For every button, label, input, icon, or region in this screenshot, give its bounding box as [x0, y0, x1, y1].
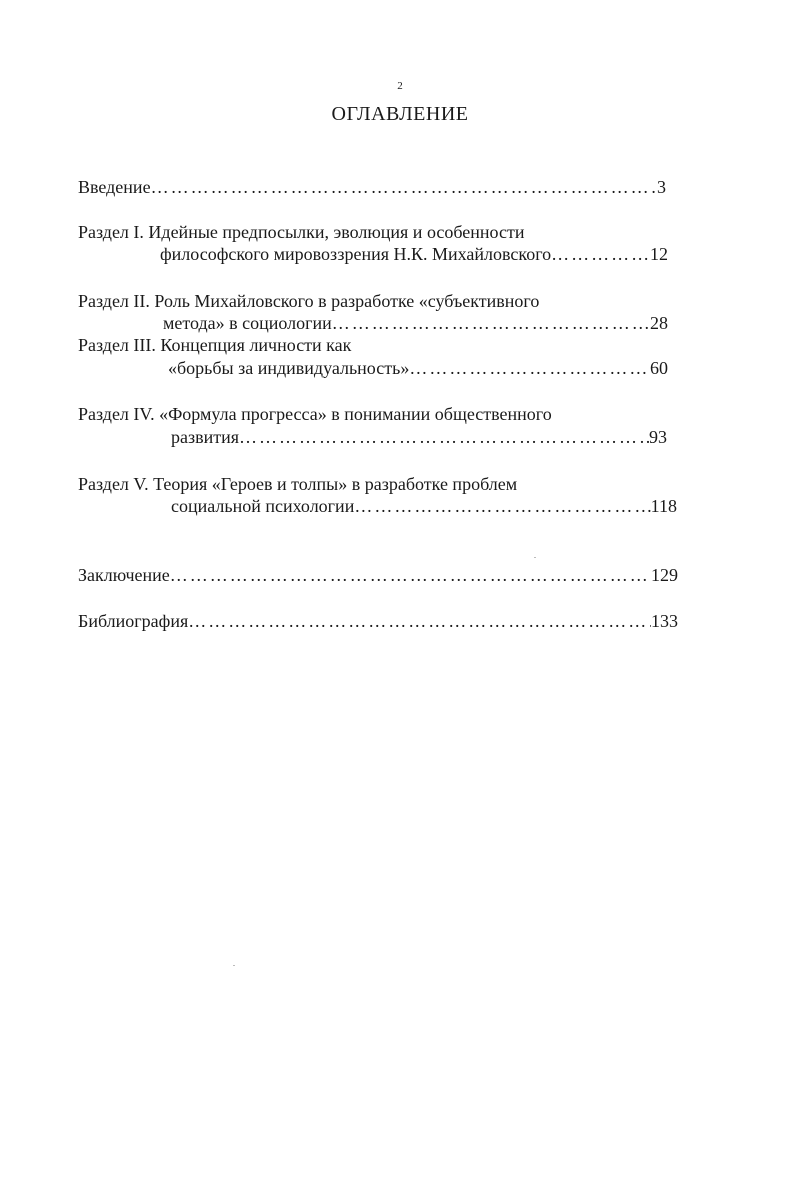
- toc-entry-introduction: [78, 176, 666, 198]
- toc-entry-title: «борьбы за индивидуальность»: [168, 358, 410, 378]
- toc-leader-dots: [409, 357, 650, 379]
- toc-entry-title: развития: [171, 427, 240, 447]
- toc-entry-title: философского мировоззрения Н.К. Михайловского: [160, 244, 552, 264]
- page-number: 2: [397, 80, 403, 92]
- toc-entry-page: 118: [650, 496, 677, 516]
- toc-entry-page: 3: [657, 177, 666, 197]
- toc-leader-dots: [170, 564, 651, 586]
- toc-leader-dots: [551, 243, 650, 265]
- toc-entry-section-2-cont: [163, 312, 668, 334]
- toc-entry-page: 133: [651, 611, 678, 631]
- toc-entry-section-5-title: Раздел V. Теория «Героев и толпы» в разработке проблем: [78, 474, 518, 494]
- toc-entry-section-3-title: Раздел III. Концепция личности как: [78, 335, 352, 355]
- toc-entry-bibliography: [78, 610, 678, 632]
- toc-entry-section-2-title: Раздел II. Роль Михайловского в разработке «субъективного: [78, 291, 540, 311]
- toc-entry-section-4-title: Раздел IV. «Формула прогресса» в понимании общественного: [78, 404, 552, 424]
- toc-entry-title: метода» в социологии: [163, 313, 332, 333]
- toc-heading: ОГЛАВЛЕНИЕ: [331, 103, 469, 125]
- toc-leader-dots: [239, 426, 649, 448]
- toc-entry-page: 60: [650, 358, 668, 378]
- toc-leader-dots: [151, 176, 657, 198]
- scan-speck: [534, 557, 536, 558]
- toc-entry-section-5-cont: [171, 495, 677, 517]
- toc-entry-section-1-title: Раздел I. Идейные предпосылки, эволюция и особенности: [78, 222, 525, 242]
- toc-entry-section-4-cont: [171, 426, 667, 448]
- toc-leader-dots: [354, 495, 650, 517]
- toc-entry-title: Введение: [78, 177, 151, 197]
- toc-entry-page: 129: [651, 565, 678, 585]
- toc-entry-section-1-cont: [160, 243, 668, 265]
- toc-entry-page: 28: [650, 313, 668, 333]
- toc-entry-title: Библиография: [78, 611, 189, 631]
- toc-entry-section-3-cont: [168, 357, 668, 379]
- toc-entry-title: социальной психологии: [171, 496, 355, 516]
- scan-speck: [233, 965, 235, 966]
- toc-entry-page: 12: [650, 244, 668, 264]
- toc-entry-conclusion: [78, 564, 678, 586]
- toc-entry-page: 93: [649, 427, 667, 447]
- toc-leader-dots: [332, 312, 650, 334]
- toc-leader-dots: [188, 610, 651, 632]
- toc-entry-title: Заключение: [78, 565, 170, 585]
